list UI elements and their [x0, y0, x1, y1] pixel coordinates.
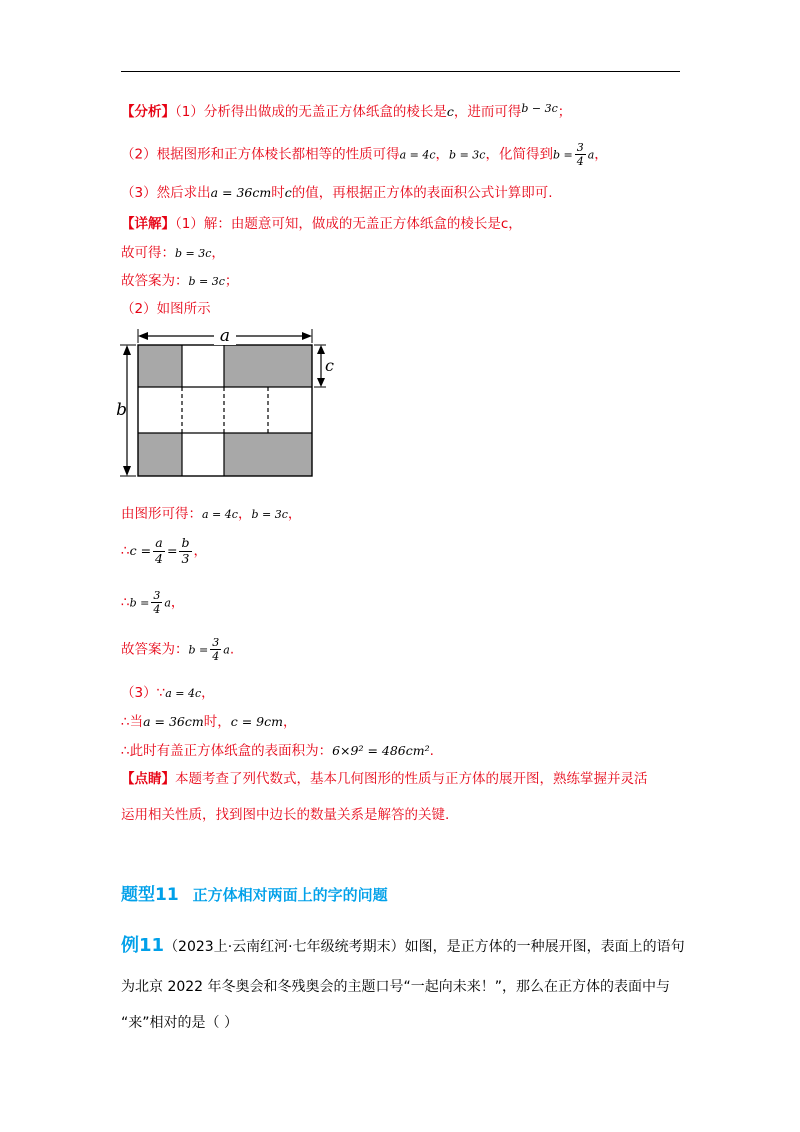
example-tag: 例11: [121, 935, 165, 956]
detail-line-1: 【详解】（1）解：由题意可知，做成的无盖正方体纸盒的棱长是c，: [121, 216, 522, 232]
detail-line-10: ∴当a = 36cm时，c = 9cm，: [121, 714, 297, 730]
label-b: b: [116, 400, 127, 420]
section-heading: [121, 880, 388, 905]
example-line-1: 例11（2023上·云南红河·七年级统考期末）如图，是正方体的一种展开图，表面上的语句: [121, 935, 685, 956]
detail-line-4: （2）如图所示: [121, 301, 211, 317]
corner-square-tl: [138, 345, 182, 387]
analysis-tag: 【分析】: [121, 104, 175, 120]
corner-rect-br: [224, 433, 312, 476]
label-a: a: [219, 326, 231, 346]
detail-tag: 【详解】: [121, 216, 175, 232]
fraction: $\frac{3}{4}$: [576, 141, 584, 168]
detail-line-3: 故答案为：b = 3c；: [121, 273, 239, 289]
corner-rect-tr: [224, 345, 312, 387]
detail-line-5: 由图形可得：a = 4c，b = 3c，: [121, 506, 302, 522]
analysis-line-2: （2）根据图形和正方体棱长都相等的性质可得a = 4c，b = 3c，化简得到b = $\frac{3}{4}$ a，: [121, 141, 608, 168]
fraction: $\frac{a}{4}$: [155, 535, 163, 566]
detail-line-9: （3）∵a = 4c，: [121, 685, 215, 701]
analysis-line-1: 【分析】（1）分析得出做成的无盖正方体纸盒的棱长是c，进而可得$^{b - 3c}$；: [121, 102, 572, 120]
fraction: $\frac{b}{3}$: [181, 535, 190, 566]
example-line-3: “来”相对的是（ ）: [121, 1015, 238, 1031]
section-number: 题型11: [121, 885, 179, 905]
corner-square-bl: [138, 433, 182, 476]
fraction: $\frac{3}{4}$: [212, 636, 220, 663]
comment-tag: 【点睛】: [121, 771, 175, 787]
analysis-line-3: （3）然后求出a = 36cm时c的值，再根据正方体的表面积公式计算即可.: [121, 185, 553, 201]
detail-line-11: ∴此时有盖正方体纸盒的表面积为：6×9² = 486cm².: [121, 743, 434, 759]
detail-line-8: 故答案为：b = $\frac{3}{4}$ a.: [121, 636, 235, 663]
comment-line-2: 运用相关性质，找到图中边长的数量关系是解答的关键.: [121, 807, 450, 823]
example-line-2: 为北京 2022 年冬奥会和冬残奥会的主题口号“一起向未来！”，那么在正方体的表面中与: [121, 979, 671, 995]
fraction: $\frac{3}{4}$: [153, 589, 161, 616]
detail-line-2: 故可得：b = 3c，: [121, 245, 225, 261]
cube-net-figure: [118, 325, 338, 485]
header-rule: [121, 71, 680, 72]
label-c: c: [325, 356, 334, 375]
comment-line-1: 【点睛】本题考查了列代数式，基本几何图形的性质与正方体的展开图，熟练掌握并灵活: [121, 771, 648, 787]
section-title: 正方体相对两面上的字的问题: [192, 886, 388, 904]
detail-line-7: ∴b = $\frac{3}{4}$ a，: [121, 589, 185, 616]
detail-line-6: ∴c = $\frac{a}{4}$ = $\frac{b}{3}$ ，: [121, 535, 207, 566]
